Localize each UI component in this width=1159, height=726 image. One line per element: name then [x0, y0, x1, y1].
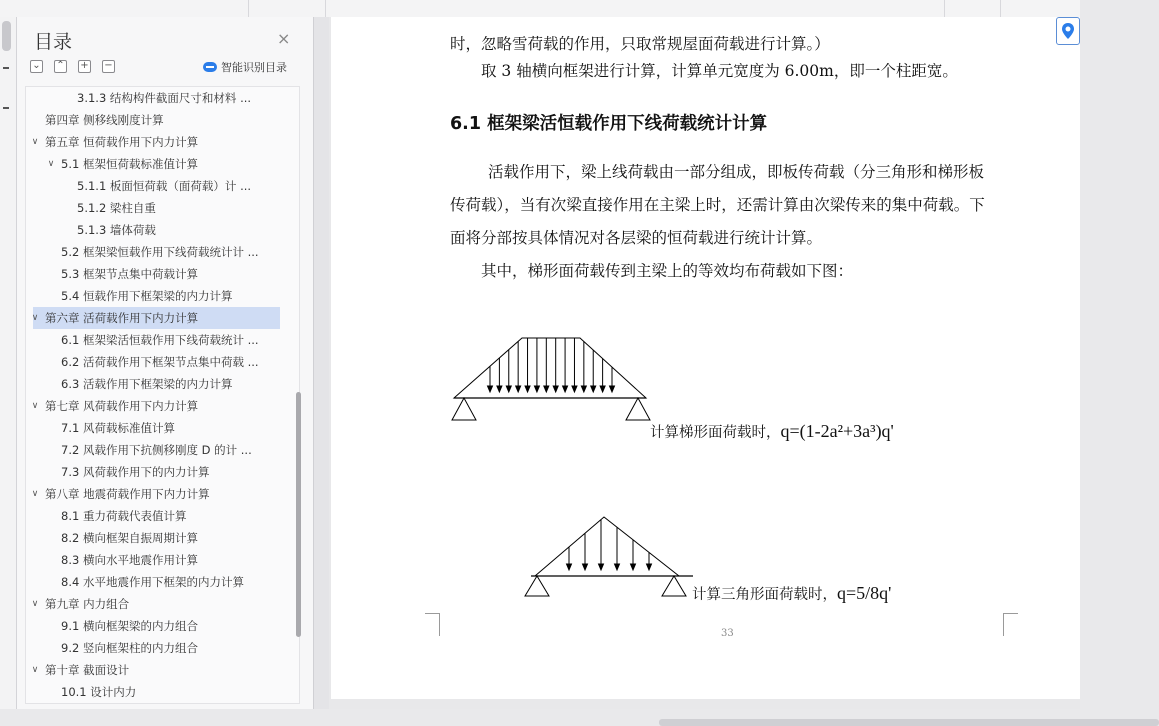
sidebar-tick	[3, 107, 9, 109]
toc-item-label: 第九章 内力组合	[45, 597, 130, 611]
load-arrow-head	[544, 386, 549, 392]
toc-item-label: 7.3 风荷载作用下的内力计算	[61, 465, 210, 479]
toc-item-label: 第十章 截面设计	[45, 663, 130, 677]
toc-item[interactable]	[26, 461, 297, 483]
load-arrow-head	[647, 564, 652, 570]
toc-item[interactable]	[26, 197, 297, 219]
toc-item[interactable]	[26, 571, 297, 593]
chevron-down-icon[interactable]: ∨	[31, 599, 39, 609]
chevron-up-icon[interactable]: ⌃	[54, 60, 67, 73]
toc-item-label: 5.4 恒载作用下框架梁的内力计算	[61, 289, 233, 303]
chevron-down-icon[interactable]: ∨	[31, 137, 39, 147]
toc-item[interactable]	[26, 593, 297, 615]
toc-item-label: 第七章 风荷载作用下内力计算	[45, 399, 199, 413]
toc-item-label: 8.2 横向框架自振周期计算	[61, 531, 198, 545]
chevron-down-icon[interactable]: ∨	[31, 665, 39, 675]
toc-item[interactable]	[26, 659, 297, 681]
load-arrow-head	[553, 386, 558, 392]
toc-item[interactable]	[26, 527, 297, 549]
toc-item[interactable]	[26, 285, 297, 307]
triangle-load-diagram	[521, 512, 696, 602]
toc-item[interactable]	[26, 417, 297, 439]
triangle-formula	[692, 583, 891, 604]
toc-item[interactable]	[26, 637, 297, 659]
load-arrow-head	[534, 386, 539, 392]
toc-item-label: 第五章 恒荷载作用下内力计算	[45, 135, 199, 149]
toc-item-label: 6.2 活荷载作用下框架节点集中荷载 ...	[61, 355, 259, 369]
toc-item-label: 6.3 活载作用下框架梁的内力计算	[61, 377, 233, 391]
toc-item[interactable]	[26, 175, 297, 197]
toc-item-label: 9.2 竖向框架柱的内力组合	[61, 641, 198, 655]
chevron-down-icon[interactable]: ∨	[47, 159, 55, 169]
chevron-down-icon[interactable]: ∨	[31, 313, 39, 323]
load-arrow-head	[525, 386, 530, 392]
text-line: 取 3 轴横向框架进行计算，计算单元宽度为 6.00m，即一个柱距宽。	[481, 62, 958, 80]
toolbar-separator	[248, 0, 249, 17]
trapezoid-caption: 计算梯形面荷载时，	[650, 425, 781, 441]
toc-item[interactable]	[26, 351, 297, 373]
trapezoid-load-diagram	[446, 332, 656, 427]
toc-item[interactable]	[26, 549, 297, 571]
text-line: 活载作用下，梁上线荷载由一部分组成，即板传荷载（分三角形和梯形板	[488, 163, 985, 181]
toolbar-separator	[944, 0, 945, 17]
chevron-down-icon[interactable]: ∨	[31, 489, 39, 499]
toc-item[interactable]	[26, 219, 297, 241]
text-line: 面将分部按具体情况对各层梁的恒荷载进行统计计算。	[450, 229, 823, 247]
load-arrow-head	[488, 386, 493, 392]
load-arrow-head	[600, 386, 605, 392]
load-arrow-head	[506, 386, 511, 392]
toc-item-label: 5.1.3 墙体荷载	[77, 223, 156, 237]
toc-item[interactable]	[26, 439, 297, 461]
cloud-icon	[203, 62, 217, 72]
toc-item-label: 8.1 重力荷载代表值计算	[61, 509, 187, 523]
toolbar-separator	[1000, 0, 1001, 17]
plus-icon[interactable]: +	[78, 60, 91, 73]
chevron-down-icon[interactable]: ∨	[31, 401, 39, 411]
document-page	[331, 17, 1080, 699]
horizontal-scrollbar[interactable]	[659, 719, 1159, 726]
smart-toc-button[interactable]	[203, 59, 287, 75]
toc-item[interactable]	[26, 131, 297, 153]
smart-toc-label: 智能识别目录	[221, 61, 287, 74]
load-arrow-head	[516, 386, 521, 392]
load-arrow-head	[583, 564, 588, 570]
close-icon[interactable]: ×	[277, 29, 291, 48]
toc-item[interactable]	[33, 307, 280, 329]
toc-item-label: 第六章 活荷载作用下内力计算	[45, 311, 199, 325]
toc-item-label: 5.3 框架节点集中荷载计算	[61, 267, 198, 281]
toc-item-label: 3.1.3 结构构件截面尺寸和材料 ...	[77, 91, 252, 105]
panel-splitter[interactable]	[313, 17, 330, 709]
toc-item[interactable]	[26, 263, 297, 285]
toc-panel	[17, 17, 313, 709]
trapezoid-equation: q=(1-2a²+3a³)q'	[780, 421, 894, 441]
document-area	[329, 17, 1080, 709]
toc-item[interactable]	[26, 109, 297, 131]
toc-item-label: 5.1.2 梁柱自重	[77, 201, 156, 215]
sidebar-tick	[3, 67, 9, 69]
page-number: 33	[721, 628, 734, 639]
collapse-all-icon[interactable]: ⌄	[30, 60, 43, 73]
top-toolbar	[0, 0, 1080, 18]
toc-item[interactable]	[26, 241, 297, 263]
text-line: 其中，梯形面荷载传到主梁上的等效均布荷载如下图：	[481, 262, 854, 280]
toc-item-label: 8.4 水平地震作用下框架的内力计算	[61, 575, 244, 589]
location-pin-icon[interactable]	[1056, 17, 1080, 45]
trapezoid-formula	[650, 421, 894, 442]
load-arrow-head	[610, 386, 615, 392]
toc-item[interactable]	[26, 87, 297, 109]
load-arrow-head	[581, 386, 586, 392]
toc-item-label: 第四章 侧移线刚度计算	[45, 113, 164, 127]
toc-list	[25, 86, 300, 704]
load-arrow-head	[631, 564, 636, 570]
toc-item[interactable]	[26, 153, 297, 175]
toc-item[interactable]	[26, 505, 297, 527]
toolbar-separator	[325, 0, 326, 17]
load-arrow-head	[591, 386, 596, 392]
toc-item-label: 5.1.1 板面恒荷载（面荷载）计 ...	[77, 179, 252, 193]
toc-item-label: 7.2 风载作用下抗侧移刚度 D 的计 ...	[61, 443, 252, 457]
toc-item-label: 9.1 横向框架梁的内力组合	[61, 619, 198, 633]
left-sidebar-strip	[0, 17, 17, 709]
toc-scrollbar[interactable]	[296, 102, 302, 718]
load-arrow-head	[567, 564, 572, 570]
toc-scroll-thumb[interactable]	[296, 392, 301, 637]
toc-item-label: 10.1 设计内力	[61, 685, 137, 699]
toc-item-label: 第八章 地震荷载作用下内力计算	[45, 487, 210, 501]
toc-item-label: 8.3 横向水平地震作用计算	[61, 553, 198, 567]
triangle-equation: q=5/8q'	[837, 583, 892, 603]
toc-item[interactable]	[26, 373, 297, 395]
toc-item[interactable]	[26, 615, 297, 637]
toc-item-label: 7.1 风荷载标准值计算	[61, 421, 175, 435]
toc-item-label: 6.1 框架梁活恒载作用下线荷载统计 ...	[61, 333, 259, 347]
load-arrow-head	[615, 564, 620, 570]
toc-title: 目录	[34, 31, 73, 53]
toc-item[interactable]	[26, 681, 297, 703]
load-arrow-head	[572, 386, 577, 392]
load-arrow-head	[497, 386, 502, 392]
minus-icon[interactable]: −	[102, 60, 115, 73]
page-corner-mark	[1003, 613, 1018, 636]
load-arrow-head	[563, 386, 568, 392]
toc-item[interactable]	[26, 329, 297, 351]
toc-item[interactable]	[26, 483, 297, 505]
toc-item[interactable]	[26, 395, 297, 417]
section-heading: 6.1 框架梁活恒载作用下线荷载统计计算	[450, 114, 768, 134]
triangle-caption: 计算三角形面荷载时，	[692, 587, 837, 603]
load-arrow-head	[599, 564, 604, 570]
toc-item-label: 5.2 框架梁恒载作用下线荷载统计计 ...	[61, 245, 259, 259]
text-line: 时，忽略雪荷载的作用，只取常规屋面荷载进行计算。）	[450, 35, 830, 53]
text-line: 传荷载），当有次梁直接作用在主梁上时，还需计算由次梁传来的集中荷载。下	[450, 196, 985, 214]
page-corner-mark	[425, 613, 440, 636]
toc-item-label: 5.1 框架恒荷载标准值计算	[61, 157, 198, 171]
sidebar-scroll-knob[interactable]	[2, 21, 11, 51]
